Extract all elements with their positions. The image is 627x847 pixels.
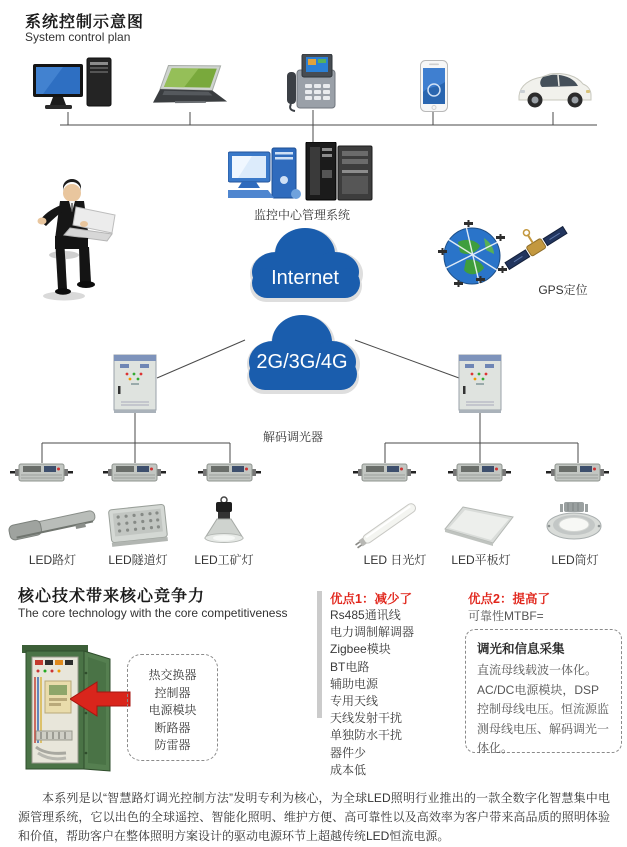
- internet-label: Internet: [271, 267, 339, 289]
- led-highbay-light-icon: [197, 496, 251, 552]
- internet-cloud: [238, 220, 373, 306]
- advantage1-item: BT电路: [330, 659, 370, 674]
- info-box-line: AC/DC电源模块，DSP控制母线电压。: [477, 682, 600, 716]
- led-street-lamp-icon: [5, 505, 100, 547]
- light-label: LED工矿灯: [194, 553, 254, 567]
- cabinet-part: 防雷器: [154, 738, 191, 753]
- core-section-title: 核心技术带来核心竞争力: [18, 588, 206, 605]
- led-tube-light-icon: [352, 496, 427, 550]
- cabinet-part: 断路器: [154, 720, 191, 735]
- advantage1-item: 器件少: [330, 745, 367, 760]
- page-title: 系统控制示意图: [25, 14, 145, 31]
- info-box-title: 调光和信息采集: [477, 642, 565, 656]
- light-label: LED路灯: [28, 553, 77, 567]
- advantage1-item: 电力调制解调器: [330, 625, 415, 640]
- led-driver-icon: [546, 462, 609, 484]
- led-driver-icon: [198, 462, 261, 484]
- light-label: LED隧道灯: [108, 553, 168, 567]
- info-box-line: 直流母线载波一体化。: [477, 663, 598, 677]
- footer-paragraph: 本系列是以“智慧路灯调光控制方法”发明专利为核心，为全球LED照明行业推出的一款全数字化智慧集中电源管理系统，它以出色的全球遥控、智能化照明、维护方便、高可靠性以及高效率为客户带来高品质的照明体验和价值，帮助客户在整体照明方案设计的驱动电源环节上超越传统LED恒流电源。: [18, 791, 610, 843]
- gps-globe-icon: [436, 220, 508, 292]
- monitoring-center-label: 监控中心管理系统: [253, 208, 350, 222]
- advantage1-item: 天线发射干扰: [330, 711, 403, 726]
- dimming-info-box: [465, 629, 622, 753]
- advantage1-item: 辅助电源: [330, 676, 379, 691]
- ip-phone-icon: [287, 54, 339, 112]
- led-driver-icon: [448, 462, 511, 484]
- advantage1-item: Zigbee模块: [330, 642, 391, 657]
- led-tunnel-light-icon: [106, 500, 170, 548]
- vertical-divider: [317, 591, 322, 718]
- advantage1-list: [330, 607, 465, 779]
- advantage1-item: 成本低: [330, 762, 367, 777]
- decoder-dimmer-label: 解码调光器: [262, 430, 323, 444]
- advantage1-title: 优点1：减少了: [330, 592, 412, 606]
- network-label: 2G/3G/4G: [256, 351, 348, 373]
- light-label: LED平板灯: [451, 553, 511, 567]
- network-cloud: [235, 306, 370, 398]
- advantage1-item: 专用天线: [330, 694, 379, 709]
- advantage2-subtitle: 可靠性MTBF=: [468, 609, 544, 623]
- red-arrow-icon: [70, 680, 132, 718]
- advantage2-title: 优点2：提高了: [468, 592, 550, 606]
- control-cabinet-left: [113, 354, 157, 414]
- led-driver-icon: [353, 462, 416, 484]
- advantage1-item: Rs485通讯线: [330, 608, 401, 622]
- info-box-line: 恒流源监测母线电压、解码调光一体化。: [477, 702, 610, 755]
- led-driver-icon: [103, 462, 166, 484]
- person-with-laptop: [12, 176, 127, 306]
- light-label: LED筒灯: [551, 553, 599, 567]
- led-panel-light-icon: [443, 504, 517, 548]
- page-subtitle: System control plan: [25, 30, 131, 44]
- cabinet-parts-box: [127, 654, 218, 761]
- desktop-computer-icon: [33, 57, 115, 115]
- laptop-icon: [148, 62, 233, 112]
- advantage1-item: 单独防水干扰: [330, 728, 403, 743]
- cabinet-part: 控制器: [154, 685, 191, 700]
- cabinet-part: 电源模块: [148, 703, 197, 718]
- gps-label: GPS定位: [538, 283, 588, 297]
- led-downlight-icon: [540, 500, 608, 544]
- core-section-subtitle: The core technology with the core competitiveness: [18, 606, 288, 620]
- monitoring-center-icon: [228, 142, 376, 204]
- led-driver-icon: [10, 462, 73, 484]
- light-label: LED 日光灯: [363, 553, 427, 567]
- smartphone-icon: [420, 60, 448, 112]
- cabinet-part: 热交换器: [148, 668, 197, 682]
- control-cabinet-right: [458, 354, 502, 414]
- car-icon: [514, 62, 594, 112]
- gps-satellite-icon: [500, 222, 572, 274]
